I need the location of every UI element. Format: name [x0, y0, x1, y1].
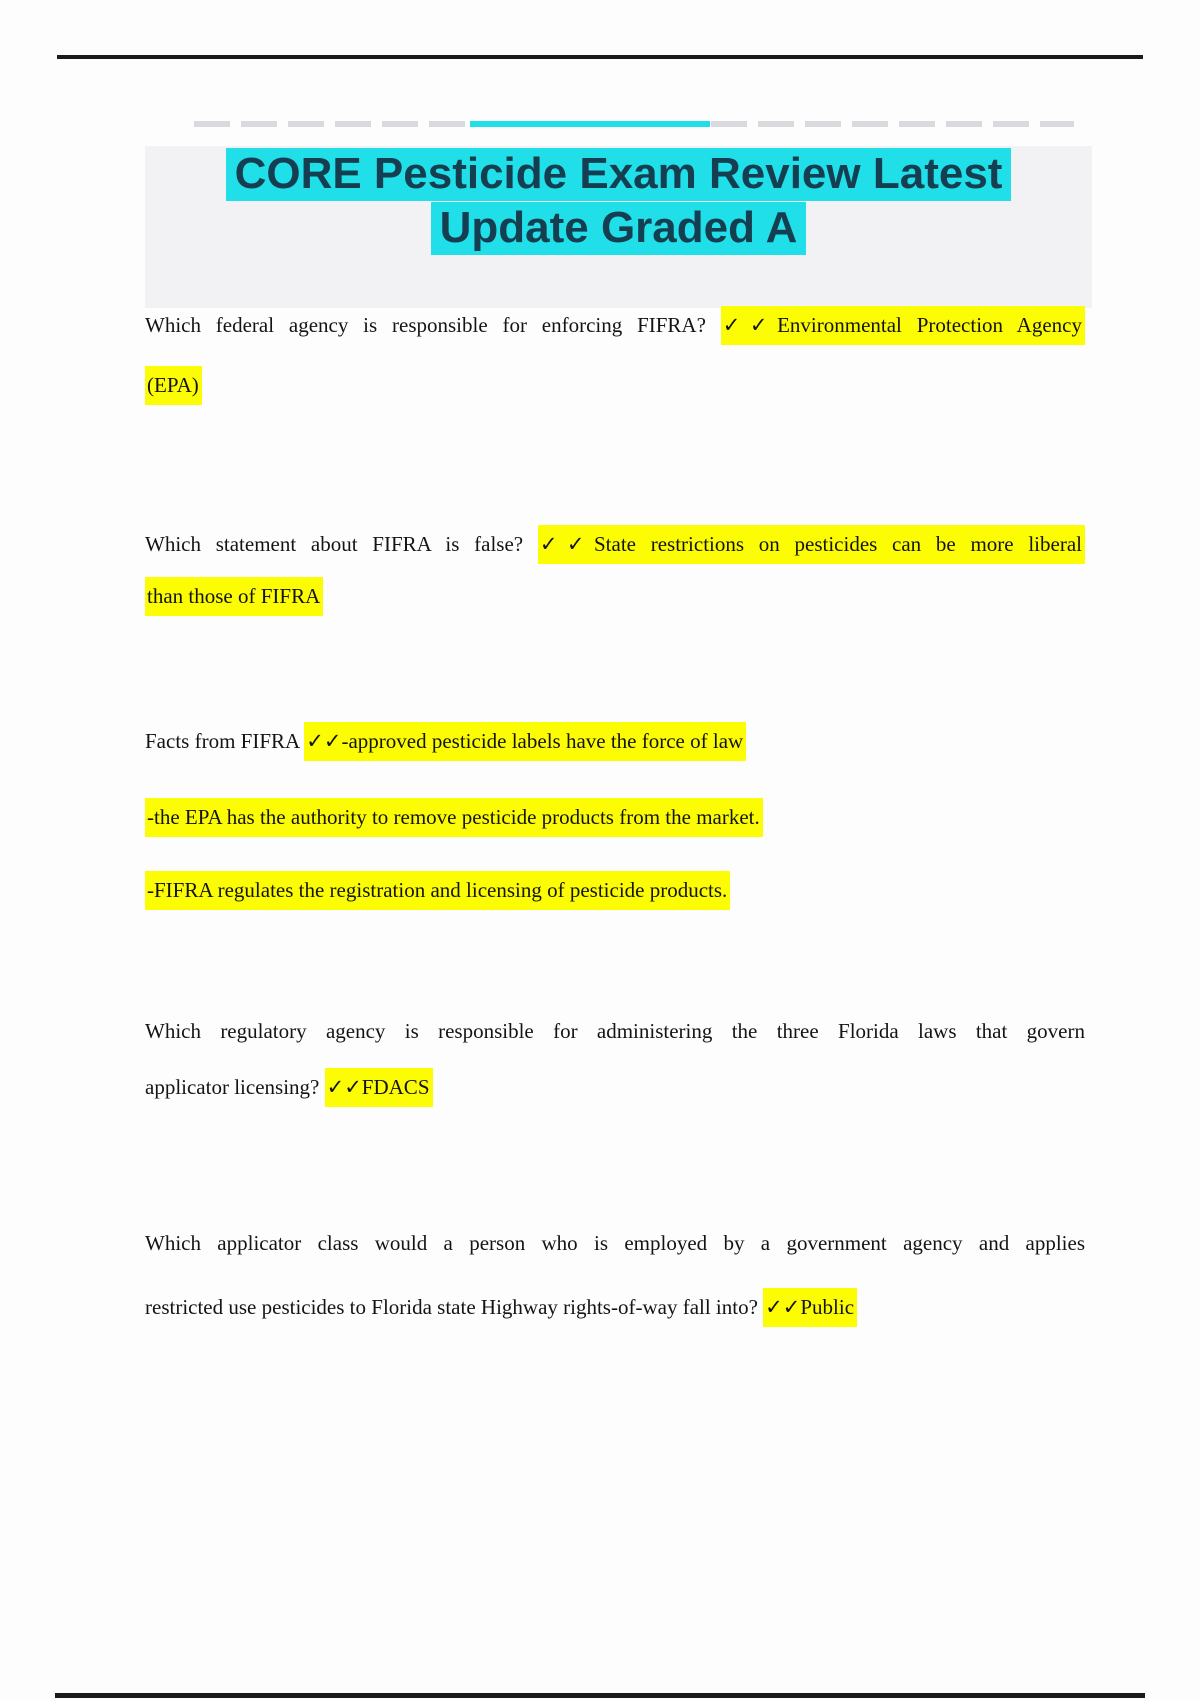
cutoff-highlight-sliver	[470, 121, 710, 127]
bottom-horizontal-rule	[55, 1693, 1145, 1698]
question-text: Facts from FIFRA	[145, 729, 305, 753]
answer-highlight: ✓✓State restrictions on pesticides can be more liberal	[538, 525, 1085, 564]
qa2-line2	[145, 577, 1085, 615]
question-text: Which regulatory agency is responsible for administering the three Florida laws that govern	[145, 1019, 1085, 1043]
answer-highlight: ✓✓Environmental Protection Agency	[721, 306, 1085, 345]
question-text: Which applicator class would a person who is employed by a government agency and applies	[145, 1231, 1085, 1255]
qa2-line1	[145, 525, 1085, 563]
qa4-line2	[145, 1068, 1085, 1106]
document-title	[145, 147, 1092, 255]
question-text: applicator licensing?	[145, 1075, 325, 1099]
qa3-line1	[145, 722, 1085, 760]
title-line-1	[145, 147, 1092, 201]
title-line-2	[145, 201, 1092, 255]
question-text: Which federal agency is responsible for enforcing FIFRA?	[145, 313, 721, 337]
answer-highlight: ✓✓-approved pesticide labels have the force of law	[304, 722, 746, 761]
qa1-line2	[145, 366, 1085, 404]
answer-highlight: ✓✓Public	[763, 1288, 857, 1327]
answer-highlight: -FIFRA regulates the registration and licensing of pesticide products.	[145, 871, 730, 910]
qa1-line1	[145, 306, 1085, 344]
answer-highlight: -the EPA has the authority to remove pesticide products from the market.	[145, 798, 763, 837]
answer-highlight: than those of FIFRA	[145, 577, 323, 616]
question-text: restricted use pesticides to Florida state Highway rights-of-way fall into?	[145, 1295, 764, 1319]
qa5-line2	[145, 1288, 1085, 1326]
title-highlight: CORE Pesticide Exam Review Latest	[226, 148, 1012, 201]
answer-highlight: (EPA)	[145, 366, 202, 405]
question-text: Which statement about FIFRA is false?	[145, 532, 538, 556]
qa3-line3	[145, 871, 1085, 909]
qa4-line1	[145, 1012, 1085, 1050]
top-horizontal-rule	[57, 55, 1143, 59]
qa5-line1	[145, 1224, 1085, 1262]
title-highlight: Update Graded A	[431, 202, 807, 255]
qa3-line2	[145, 798, 1085, 836]
answer-highlight: ✓✓FDACS	[325, 1068, 433, 1107]
